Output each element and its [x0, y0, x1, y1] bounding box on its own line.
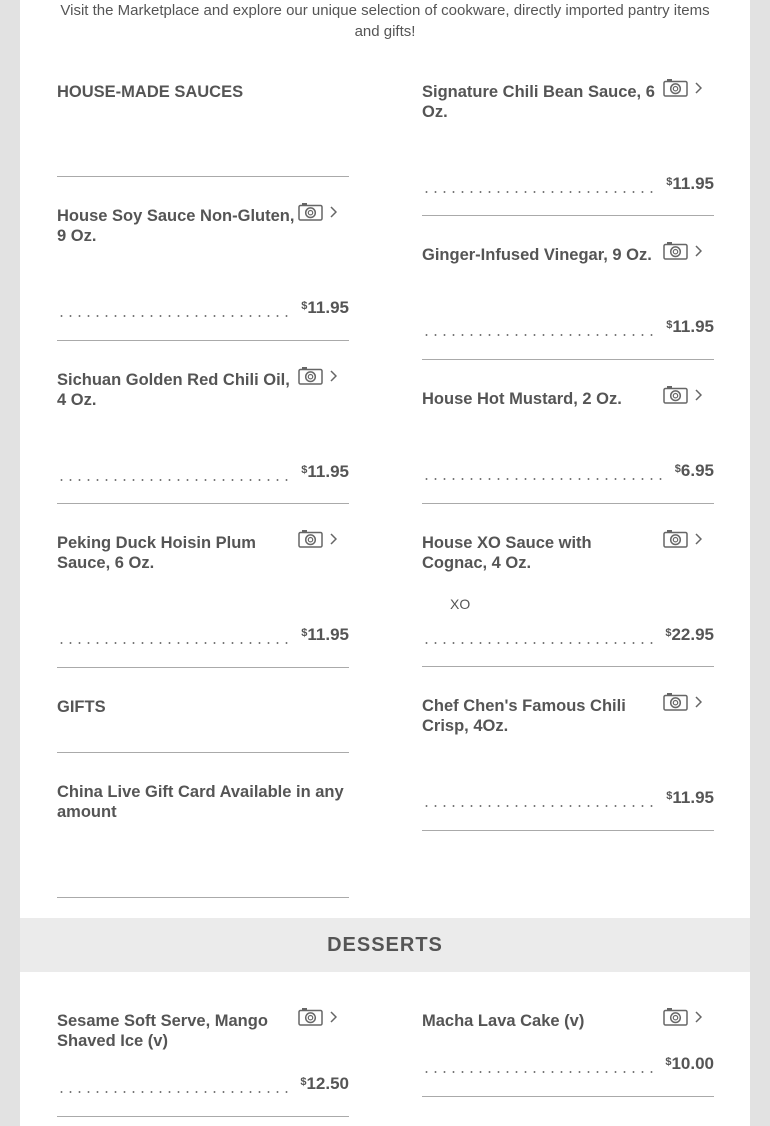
chevron-right-icon: [695, 389, 702, 401]
item-name: Peking Duck Hoisin Plum Sauce, 6 Oz.: [57, 534, 256, 572]
menu-item-soy-sauce[interactable]: [57, 206, 349, 341]
menu-item-ginger-vinegar[interactable]: [422, 245, 714, 360]
price-row: [422, 621, 714, 645]
photo-button[interactable]: [663, 1007, 702, 1026]
camera-icon: [663, 78, 688, 97]
price-row: [57, 458, 349, 482]
item-name: House Hot Mustard, 2 Oz.: [422, 390, 622, 408]
item-price: $11.95: [301, 625, 349, 644]
chevron-right-icon: [695, 82, 702, 94]
menu-item-hoisin[interactable]: [57, 533, 349, 668]
leader-dots: [422, 323, 656, 337]
chevron-right-icon: [330, 370, 337, 382]
menu-item-hot-mustard[interactable]: [422, 389, 714, 504]
menu-item-xo-sauce[interactable]: [422, 533, 714, 667]
chevron-right-icon: [330, 206, 337, 218]
item-name: China Live Gift Card Available in any amount: [57, 783, 344, 821]
item-price: $11.95: [666, 174, 714, 193]
item-price: $6.95: [674, 461, 714, 480]
menu-item-gift-card[interactable]: [57, 782, 349, 898]
photo-button[interactable]: [663, 241, 702, 260]
photo-button[interactable]: [663, 385, 702, 404]
item-name: Sesame Soft Serve, Mango Shaved Ice (v): [57, 1012, 268, 1050]
photo-button[interactable]: [298, 202, 337, 221]
item-price: $11.95: [301, 462, 349, 481]
leader-dots: [57, 1080, 290, 1094]
chevron-right-icon: [695, 696, 702, 708]
item-name: Macha Lava Cake (v): [422, 1012, 585, 1030]
item-name: House Soy Sauce Non-Gluten, 9 Oz.: [57, 207, 295, 245]
photo-button[interactable]: [663, 529, 702, 548]
camera-icon: [663, 692, 688, 711]
item-name: Chef Chen's Famous Chili Crisp, 4Oz.: [422, 697, 626, 735]
item-price: $11.95: [666, 317, 714, 336]
chevron-right-icon: [330, 533, 337, 545]
leader-dots: [57, 468, 291, 482]
menu-item-chili-oil[interactable]: [57, 370, 349, 504]
section-header-desserts: DESSERTS: [20, 918, 750, 972]
item-price: $10.00: [665, 1054, 714, 1073]
price-row: [422, 313, 714, 337]
camera-icon: [298, 366, 323, 385]
item-name: House XO Sauce with Cognac, 4 Oz.: [422, 534, 592, 572]
item-price: $22.95: [665, 625, 714, 644]
item-price: $11.95: [666, 788, 714, 807]
section-title: HOUSE-MADE SAUCES: [57, 83, 244, 101]
camera-icon: [298, 202, 323, 221]
photo-button[interactable]: [298, 1007, 337, 1026]
photo-button[interactable]: [663, 78, 702, 97]
menu-item-chili-bean[interactable]: [422, 82, 714, 216]
leader-dots: [422, 180, 656, 194]
leader-dots: [422, 631, 655, 645]
section-title: GIFTS: [57, 698, 106, 716]
photo-button[interactable]: [298, 529, 337, 548]
camera-icon: [298, 1007, 323, 1026]
leader-dots: [57, 631, 291, 645]
chevron-right-icon: [695, 1011, 702, 1023]
chevron-right-icon: [695, 533, 702, 545]
item-description: XO: [450, 596, 471, 612]
price-row: [57, 621, 349, 645]
menu-item-lava-cake[interactable]: [422, 1011, 714, 1097]
price-row: [422, 784, 714, 808]
item-price: $11.95: [301, 298, 349, 317]
chevron-right-icon: [330, 1011, 337, 1023]
leader-dots: [422, 1060, 655, 1074]
camera-icon: [663, 385, 688, 404]
price-row: [422, 457, 714, 481]
item-price: $12.50: [300, 1074, 349, 1093]
camera-icon: [663, 1007, 688, 1026]
photo-button[interactable]: [298, 366, 337, 385]
leader-dots: [422, 467, 665, 481]
leader-dots: [57, 304, 291, 318]
item-name: Signature Chili Bean Sauce, 6 Oz.: [422, 83, 655, 121]
item-name: Sichuan Golden Red Chili Oil, 4 Oz.: [57, 371, 290, 409]
camera-icon: [298, 529, 323, 548]
camera-icon: [663, 241, 688, 260]
item-name: Ginger-Infused Vinegar, 9 Oz.: [422, 246, 652, 264]
menu-item-chili-crisp[interactable]: [422, 696, 714, 831]
price-row: [422, 1050, 714, 1074]
section-header-gifts: [57, 698, 349, 753]
menu-item-soft-serve[interactable]: [57, 1011, 349, 1117]
section-header-sauces: [57, 83, 349, 177]
camera-icon: [663, 529, 688, 548]
price-row: [57, 294, 349, 318]
price-row: [422, 170, 714, 194]
leader-dots: [422, 794, 656, 808]
chevron-right-icon: [695, 245, 702, 257]
photo-button[interactable]: [663, 692, 702, 711]
marketplace-intro: Visit the Marketplace and explore our unique selection of cookware, directly imported pantry items and gifts!: [60, 2, 710, 40]
price-row: [57, 1070, 349, 1094]
